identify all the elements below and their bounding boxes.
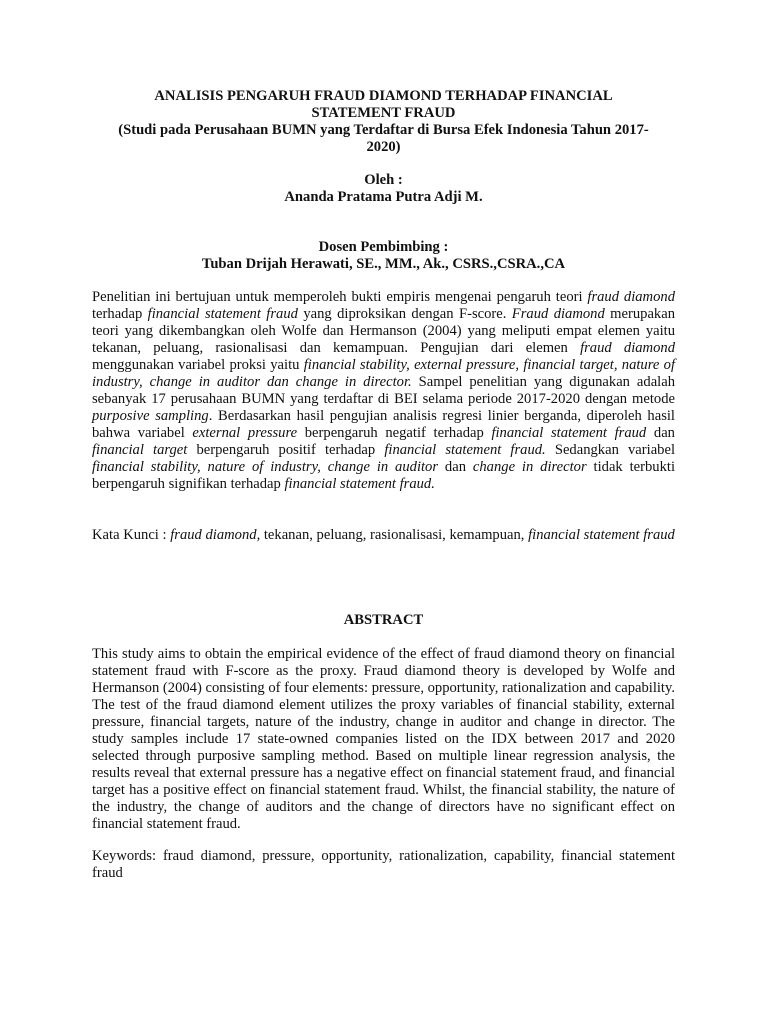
abstrak-text: dan bbox=[646, 425, 675, 441]
abstrak-italic-term: financial statement fraud. bbox=[284, 476, 435, 492]
subtitle-line-1: (Studi pada Perusahaan BUMN yang Terdaftar di Bursa Efek Indonesia Tahun 2017- bbox=[118, 122, 649, 138]
abstrak-italic-term: financial statement fraud bbox=[491, 425, 647, 441]
abstrak-text: Sampel penelitian yang digunakan adalah sebanyak 17 perusahaan BUMN yang terdaftar di BEI selama periode 2017-2020 dengan metode bbox=[92, 374, 676, 407]
advisor-name: Tuban Drijah Herawati, SE., MM., Ak., CSRS.,CSRA.,CA bbox=[201, 256, 566, 272]
abstrak-italic-term: financial statement fraud bbox=[147, 306, 298, 322]
abstrak-text: merupakan teori yang dikembangkan oleh Wolfe dan Hermanson (2004) yang meliputi empat elemen yaitu tekanan, peluang, rasionalisasi dan kemampuan. Pengujian dari elemen bbox=[92, 306, 676, 356]
abstrak-text: menggunakan variabel proksi yaitu bbox=[92, 357, 304, 373]
keywords-paragraph: Keywords: fraud diamond, pressure, opportunity, rationalization, capability, financial statement fraud bbox=[92, 848, 675, 881]
abstrak-text: Sedangkan variabel bbox=[545, 442, 675, 458]
kata-kunci-label: Kata Kunci : bbox=[92, 527, 171, 543]
abstrak-italic-term: fraud diamond bbox=[580, 340, 675, 356]
abstrak-italic-term: financial statement fraud. bbox=[384, 442, 546, 458]
abstrak-italic-term: financial stability, external pressure, financial target, nature of industry, change in auditor dan change in director. bbox=[92, 357, 675, 390]
subtitle-line-2: 2020) bbox=[366, 139, 401, 155]
abstrak-italic-term: fraud diamond bbox=[587, 289, 675, 305]
abstrak-italic-term: purposive sampling bbox=[92, 408, 209, 424]
author-section bbox=[92, 172, 675, 206]
author-name: Ananda Pratama Putra Adji M. bbox=[284, 189, 483, 205]
abstrak-text: terhadap bbox=[92, 306, 148, 322]
title-line-2: STATEMENT FRAUD bbox=[311, 105, 456, 121]
abstract-paragraph: This study aims to obtain the empirical evidence of the effect of fraud diamond theory on financial statement fraud with F-score as the proxy. Fraud diamond theory is developed by Wolfe and Hermanson (2004) consisting of four elements: pressure, opportunity, rationalization and capability. The test of the fraud diamond element utilizes the proxy variables of financial stability, external pressure, financial targets, nature of the industry, change in auditor and change in director. The study samples include 17 state-owned companies listed on the IDX between 2017 and 2020 selected through purposive sampling method. Based on multiple linear regression analysis, the results reveal that external pressure has a negative effect on financial statement fraud, and financial target has a positive effect on financial statement fraud. Whilst, the financial stability, the nature of the industry, the change of auditors and the change of directors have no significant effect on financial statement fraud. bbox=[92, 646, 675, 832]
abstrak-text: berpengaruh negatif terhadap bbox=[297, 425, 492, 441]
abstrak-italic-term: financial target bbox=[92, 442, 188, 458]
abstrak-text: dan bbox=[438, 459, 473, 475]
abstrak-italic-term: change in director bbox=[472, 459, 587, 475]
author-label: Oleh : bbox=[364, 172, 403, 188]
kata-kunci-italic: fraud diamond bbox=[170, 527, 257, 543]
kata-kunci-text: , tekanan, peluang, rasionalisasi, kemampuan, bbox=[256, 527, 529, 543]
kata-kunci bbox=[92, 527, 675, 544]
title-line-1: ANALISIS PENGARUH FRAUD DIAMOND TERHADAP FINANCIAL bbox=[154, 88, 613, 104]
abstrak-text: berpengaruh positif terhadap bbox=[187, 442, 385, 458]
paper-title bbox=[92, 88, 675, 156]
abstrak-paragraph bbox=[92, 289, 675, 493]
abstrak-text: yang diproksikan dengan F-score. bbox=[297, 306, 512, 322]
abstrak-text: . Berdasarkan hasil pengujian analisis regresi linier berganda, diperoleh hasil bahwa variabel bbox=[92, 408, 675, 441]
abstrak-text: Penelitian ini bertujuan untuk memperoleh bukti empiris mengenai pengaruh teori bbox=[92, 289, 588, 305]
abstrak-italic-term: external pressure bbox=[192, 425, 298, 441]
advisor-section bbox=[92, 239, 675, 273]
advisor-label: Dosen Pembimbing : bbox=[318, 239, 449, 255]
abstract-heading: ABSTRACT bbox=[343, 612, 424, 628]
abstrak-italic-term: financial stability, nature of industry, change in auditor bbox=[92, 459, 439, 475]
kata-kunci-italic: financial statement fraud bbox=[528, 527, 675, 543]
abstrak-italic-term: Fraud diamond bbox=[511, 306, 605, 322]
abstrak-text: tidak terbukti berpengaruh signifikan terhadap bbox=[92, 459, 676, 492]
